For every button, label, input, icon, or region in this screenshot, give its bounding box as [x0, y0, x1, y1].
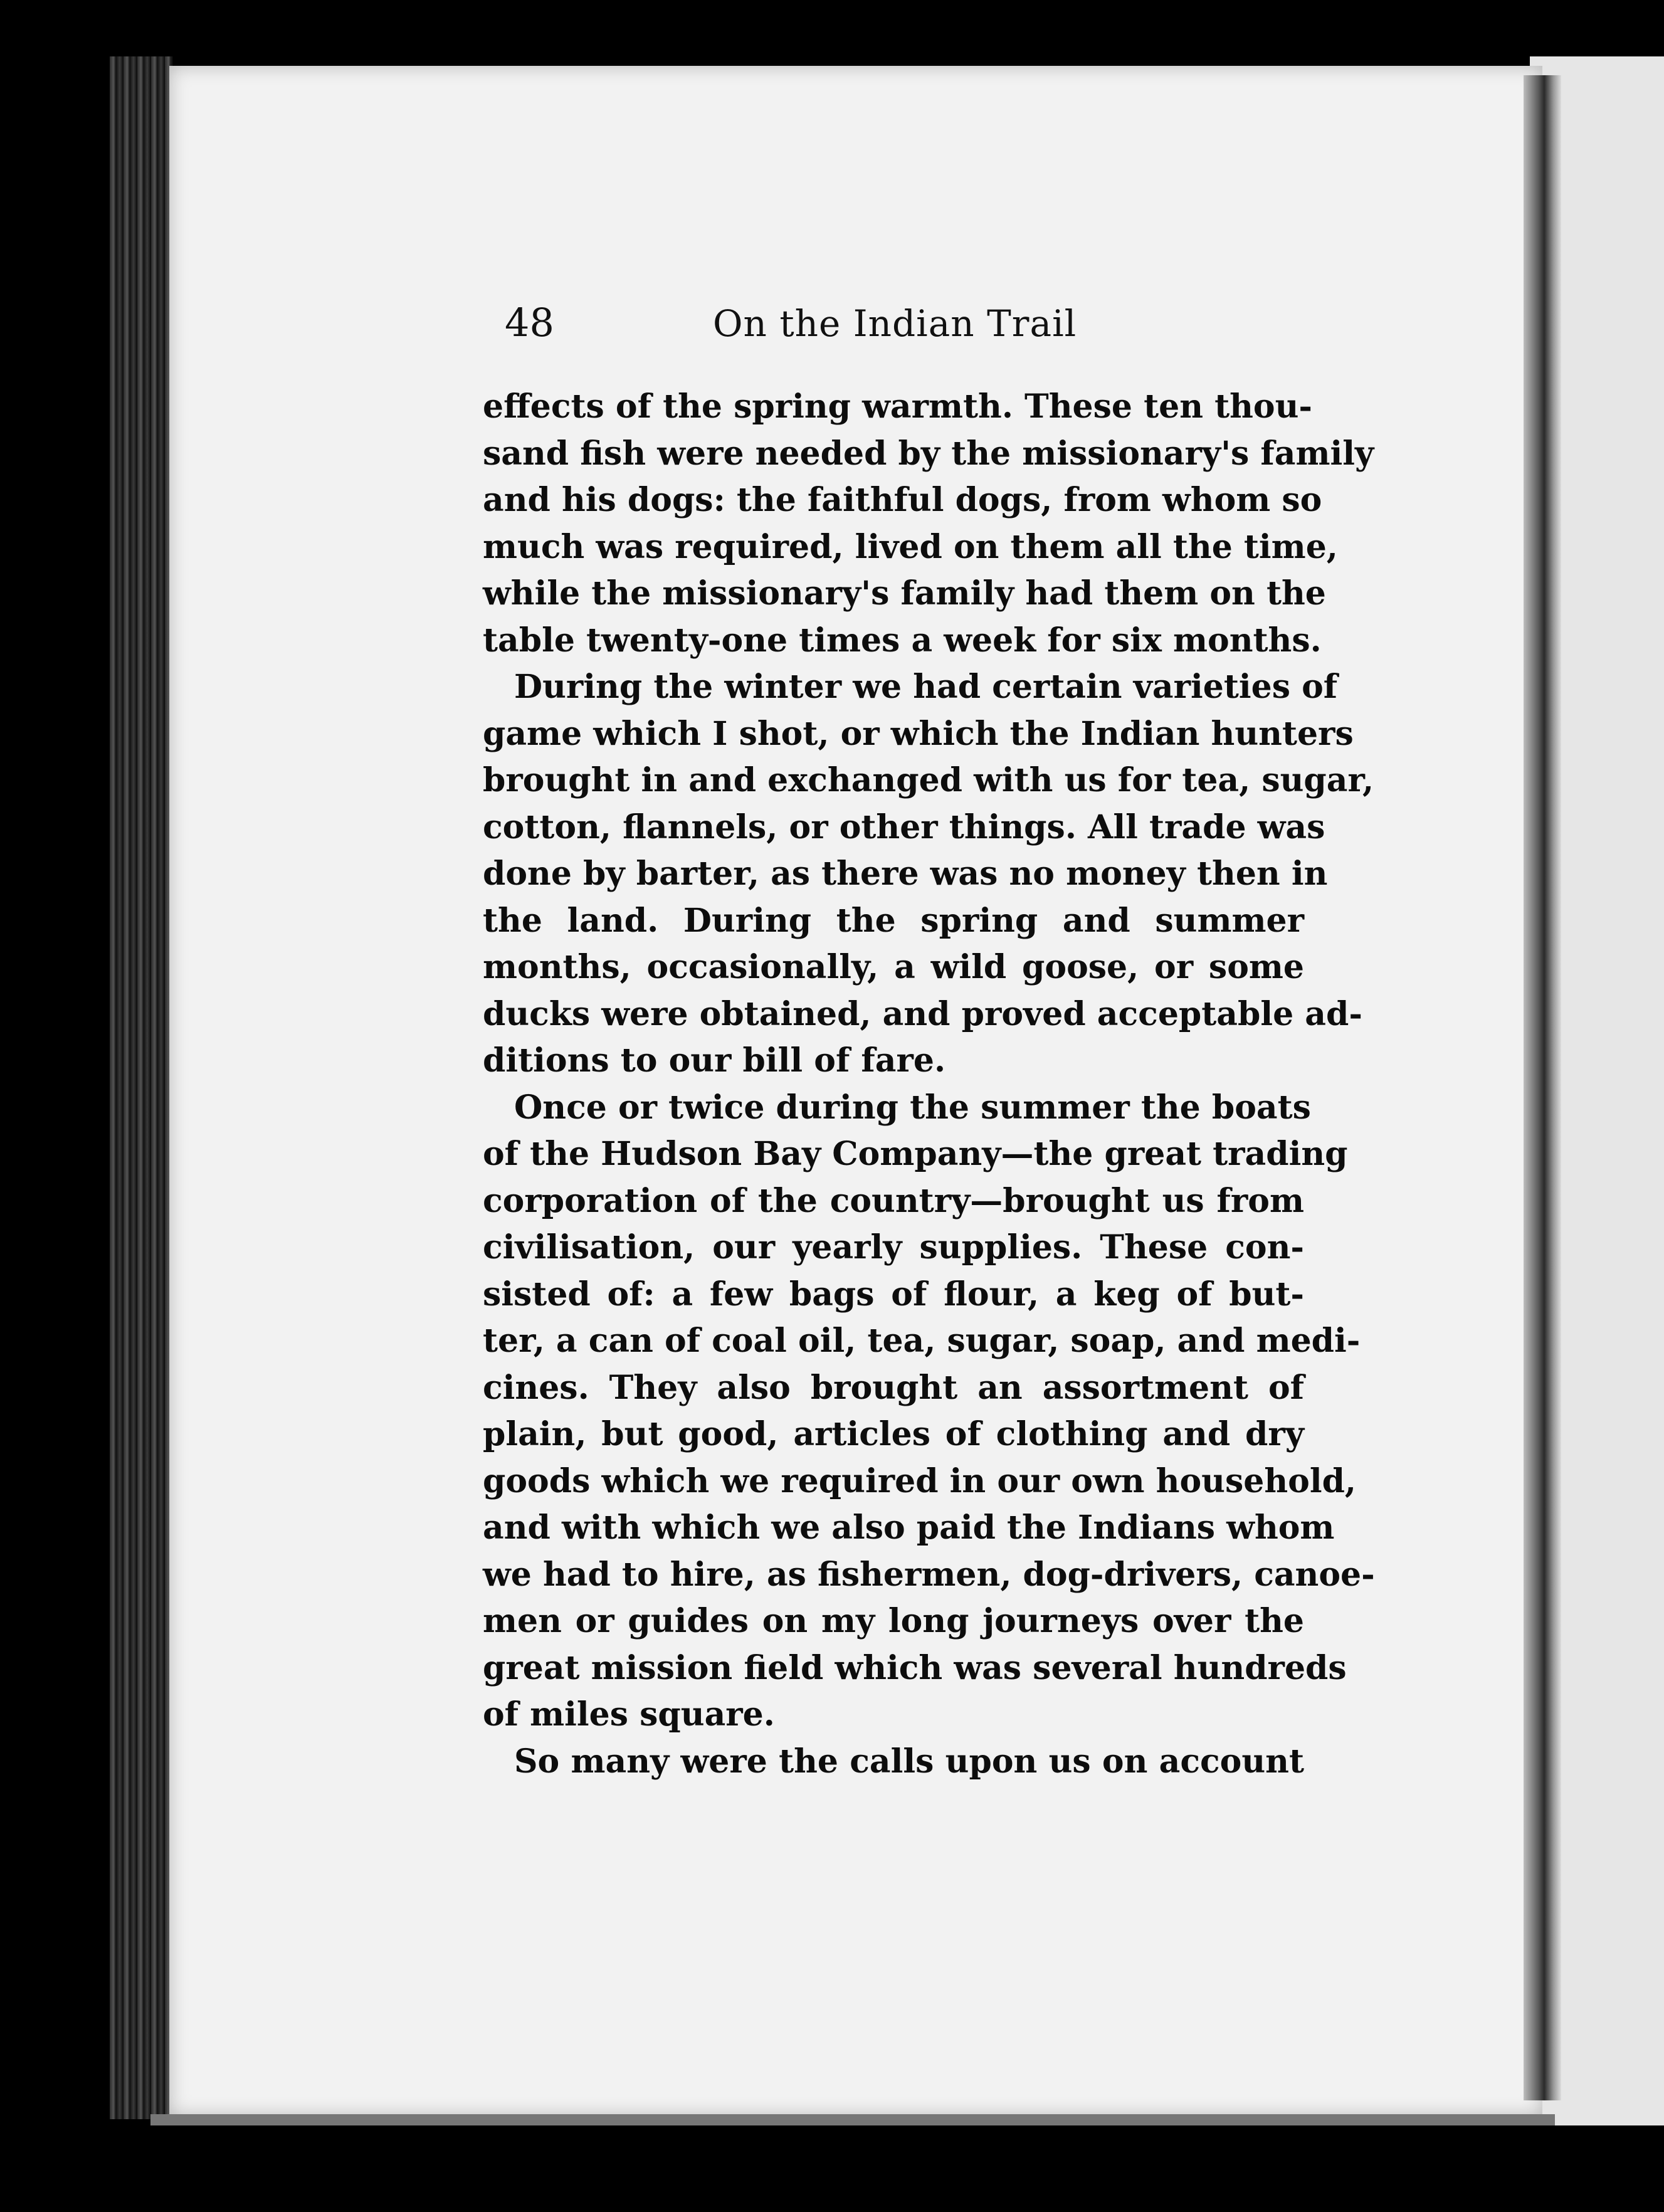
- running-title: On the Indian Trail: [713, 302, 1077, 345]
- text-line: the land. During the spring and summer: [483, 901, 1304, 940]
- text-line: done by barter, as there was no money then in: [483, 855, 1328, 893]
- text-line: and with which we also paid the Indians whom: [483, 1509, 1335, 1547]
- page-number: 48: [505, 300, 554, 345]
- text-line: sisted of: a few bags of flour, a keg of but-: [483, 1275, 1304, 1314]
- text-line: of miles square.: [483, 1695, 775, 1734]
- text-line: table twenty-one times a week for six months.: [483, 621, 1322, 660]
- text-line: effects of the spring warmth. These ten thou-: [483, 387, 1313, 426]
- text-line: Once or twice during the summer the boats: [514, 1088, 1311, 1127]
- text-line: civilisation, our yearly supplies. These con-: [483, 1228, 1304, 1267]
- text-line: months, occasionally, a wild goose, or some: [483, 948, 1304, 986]
- book-gutter: [1524, 75, 1561, 2100]
- text-line: much was required, lived on them all the time,: [483, 527, 1338, 566]
- text-line: During the winter we had certain varieties of: [514, 668, 1338, 706]
- text-line: and his dogs: the faithful dogs, from whom so: [483, 481, 1322, 519]
- text-line: game which I shot, or which the Indian hunters: [483, 714, 1354, 753]
- text-line: we had to hire, as fishermen, dog-drivers, canoe-: [483, 1555, 1375, 1594]
- text-line: corporation of the country—brought us from: [483, 1181, 1304, 1220]
- text-line: sand fish were needed by the missionary's family: [483, 434, 1374, 473]
- text-line: while the missionary's family had them on the: [483, 574, 1326, 613]
- book-page-edges: [110, 56, 172, 2119]
- text-line: cines. They also brought an assortment of: [483, 1368, 1304, 1407]
- text-line: of the Hudson Bay Company—the great trading: [483, 1135, 1348, 1173]
- text-line: plain, but good, articles of clothing and dry: [483, 1415, 1304, 1453]
- text-line: men or guides on my long journeys over the: [483, 1602, 1304, 1640]
- text-line: great mission field which was several hundreds: [483, 1648, 1347, 1687]
- running-head: [505, 300, 1119, 356]
- text-line: brought in and exchanged with us for tea, sugar,: [483, 761, 1374, 799]
- text-line: goods which we required in our own household,: [483, 1462, 1357, 1500]
- text-line: cotton, flannels, or other things. All trade was: [483, 808, 1325, 846]
- page-bottom-edge: [150, 2114, 1555, 2125]
- text-line: ditions to our bill of fare.: [483, 1041, 946, 1080]
- text-line: ducks were obtained, and proved acceptable ad-: [483, 994, 1362, 1033]
- text-line: ter, a can of coal oil, tea, sugar, soap, and medi-: [483, 1322, 1361, 1360]
- body-text: [483, 384, 1375, 1785]
- text-line: So many were the calls upon us on account: [514, 1742, 1304, 1781]
